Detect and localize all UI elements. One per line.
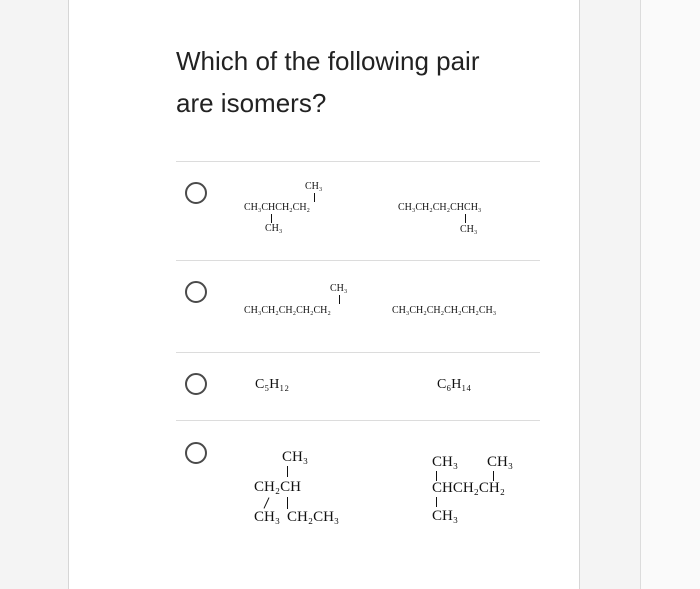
- option-a-left-top: CH₃: [305, 181, 323, 192]
- side-panel: [640, 0, 700, 589]
- option-d-left-bottom-b: CH₂CH₃: [287, 509, 340, 525]
- option-b-left-main: CH₃CH₂CH₂CH₂CH₂: [244, 305, 331, 316]
- option-d-radio[interactable]: [185, 442, 207, 464]
- bond-line: [287, 466, 288, 477]
- divider: [176, 161, 540, 162]
- divider: [176, 260, 540, 261]
- option-a-radio[interactable]: [185, 182, 207, 204]
- option-d-right-top-b: CH₃: [487, 454, 514, 470]
- divider: [176, 420, 540, 421]
- option-a-right-main: CH₃CH₂CH₂CHCH₃: [398, 202, 482, 213]
- option-b-right-main: CH₃CH₂CH₂CH₂CH₂CH₃: [392, 305, 497, 316]
- option-c-radio[interactable]: [185, 373, 207, 395]
- bond-line: [314, 193, 315, 202]
- question-line-2: are isomers?: [176, 88, 327, 118]
- option-a-left-main: CH₃CHCH₂CH₂: [244, 202, 311, 213]
- option-d-left-top: CH₃: [282, 449, 309, 465]
- option-d-left-main: CH₂CH: [254, 479, 301, 495]
- option-d-right-top-a: CH₃: [432, 454, 459, 470]
- option-d-right-main: CHCH₂CH₂: [432, 480, 505, 496]
- option-a-right-bottom: CH₃: [460, 224, 478, 235]
- bond-line: [339, 295, 340, 304]
- option-c-left-main: C₅H₁₂: [255, 377, 290, 392]
- option-b-radio[interactable]: [185, 281, 207, 303]
- option-a-left-bottom: CH₃: [265, 223, 283, 234]
- bond-line: [287, 497, 288, 509]
- bond-line: [271, 214, 272, 223]
- option-c-right-main: C₆H₁₄: [437, 377, 472, 392]
- option-d-right-bottom: CH₃: [432, 508, 459, 524]
- bond-line: [465, 214, 466, 223]
- option-b-left-top: CH₃: [330, 283, 348, 294]
- divider: [176, 352, 540, 353]
- option-d-left-bottom-a: CH₃: [254, 509, 281, 525]
- question-text: [176, 40, 556, 124]
- bond-line: [436, 497, 437, 507]
- question-line-1: Which of the following pair: [176, 46, 480, 76]
